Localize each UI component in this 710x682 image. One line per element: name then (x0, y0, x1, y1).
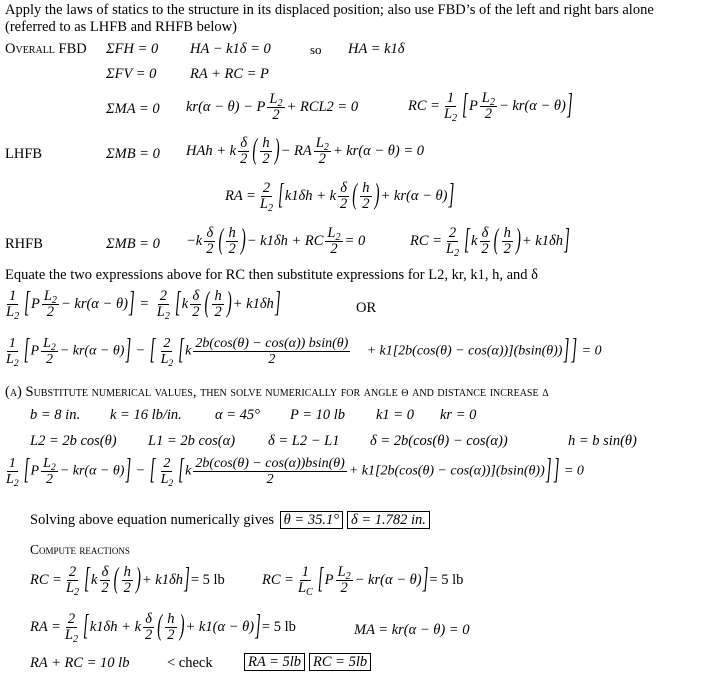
check-note: < check (167, 655, 213, 671)
equate-2-long-num: 2b(cos(θ) − cos(α)) bsin(θ) (195, 336, 349, 351)
rhfb-res-b: − k1δh + RC (246, 232, 324, 249)
ra-value: = 5 lb (261, 618, 296, 635)
rhfb-moment-expression: −k $\frac{\delta}{2}$ ( $\frac{h}{2}$ )− k1δh + RC $\frac{L_2}{2}$ = 0 (186, 224, 366, 257)
reactions-heading: Compute reactions (30, 542, 130, 557)
rc-final-box: RC = 5lb (309, 653, 371, 671)
rc1-tail: + k1δh (141, 571, 183, 588)
param-k1: k1 = 0 (376, 407, 414, 423)
equate-or: OR (356, 300, 377, 316)
ra-expression: RA = $\frac{2}{L_2}$ [k1δh + k $\frac{\delta}{2}$ ( $\frac{h}{2}$ )+ k1(α − θ)]= 5 lb (30, 610, 296, 645)
def-h: h = b sin(θ) (568, 433, 637, 449)
rhfb-rc-a: + k1δh (521, 232, 563, 249)
part-a-equation: $\frac{1}{L_2}$ [P $\frac{L_2}{2}$ − kr(α − θ)] − [ $\frac{2}{L_2}$ [k $\frac{2b(\cos(\theta) - \cos(\alpha))bsin(\theta)}{2}$ + k1[2b(cos(θ) − cos(α))](bsin(θ))] ] = 0 (6, 454, 584, 489)
rc2-expression: RC = $\frac{1}{L_C}$ [P $\frac{L_2}{2}$ − kr(α − θ)]= 5 lb (262, 563, 464, 598)
rhfb-res-c: = 0 (344, 232, 366, 249)
overall-res-ma-b: + RCL2 = 0 (286, 98, 359, 115)
solve-line (30, 512, 432, 529)
overall-so: so (310, 42, 322, 57)
rhfb-rc-lhs: RC = (410, 232, 442, 249)
part-a-zero: = 0 (563, 463, 584, 479)
sum-expression: RA + RC = 10 lb (30, 655, 130, 671)
def-l1: L1 = 2b cos(α) (148, 433, 236, 449)
ra-lhs: RA = (30, 618, 61, 635)
rc1-value: = 5 lb (190, 571, 225, 588)
param-kr: kr = 0 (440, 407, 477, 423)
equate-2-zero: = 0 (581, 343, 602, 359)
solve-text: Solving above equation numerically gives (30, 512, 275, 528)
lhfb-eq: ΣMB = 0 (106, 146, 160, 162)
overall-res-ma: kr(α − θ) − P $\frac{L_2}{2}$ + RCL2 = 0 (186, 91, 359, 123)
equate-1-rhs-tail: + k1δh (232, 295, 274, 312)
ra-final-box: RA = 5lb (244, 653, 305, 671)
overall-eq-fh: ΣFH = 0 (106, 41, 159, 57)
final-results (242, 654, 373, 671)
lhfb-ra-b: + kr(α − θ) (380, 187, 448, 204)
equate-2-long-tail: + k1[2b(cos(θ) − cos(α))](bsin(θ)) (366, 343, 563, 359)
lhfb-label: LHFB (5, 146, 43, 162)
overall-rc-lhs: RC = (408, 97, 440, 114)
ra-a: k1δh + k (89, 618, 142, 635)
equate-expression-2: $\frac{1}{L_2}$ [P $\frac{L_2}{2}$ − kr(α − θ)] − [ $\frac{2}{L_2}$ [k $\frac{2b(\cos(\theta) - \cos(\alpha)) bsin(\theta)}{2}$ + k1[2b(cos(θ) − cos(α))](bsin(θ))] ] = 0 (6, 334, 602, 369)
part-a-long-tail: + k1[2b(cos(θ) − cos(α))](bsin(θ)) (348, 463, 545, 479)
overall-res-ma-a: kr(α − θ) − P (186, 98, 266, 115)
overall-eq-fv: ΣFV = 0 (106, 66, 157, 82)
lhfb-ra-a: k1δh + k (284, 187, 337, 204)
part-a-heading: (a) Substitute numerical values, then solve numerically for angle θ and distance increase δ (5, 384, 549, 400)
ra-b: + k1(α − θ) (185, 618, 255, 635)
overall-res-ha: HA = k1δ (348, 41, 405, 57)
lhfb-res-b: − RA (280, 142, 312, 159)
equate-expression-1: $\frac{1}{L_2}$ [P $\frac{L_2}{2}$ − kr(α − θ)] = $\frac{2}{L_2}$ [k $\frac{\delta}{2}$ ( $\frac{h}{2}$ )+ k1δh] (6, 287, 281, 322)
def-delta-1: δ = L2 − L1 (268, 433, 340, 449)
overall-res-fv: RA + RC = P (190, 66, 269, 82)
rhfb-rc-expression: RC = $\frac{2}{L_2}$ [k $\frac{\delta}{2}$ ( $\frac{h}{2}$ )+ k1δh] (410, 224, 570, 259)
overall-res-fh: HA − k1δ = 0 (190, 41, 271, 57)
overall-fbd-label: Overall FBD (5, 41, 87, 57)
ma-expression: MA = kr(α − θ) = 0 (354, 622, 470, 638)
lhfb-res-a: HAh + k (186, 142, 237, 159)
def-l2: L2 = 2b cos(θ) (30, 433, 117, 449)
lhfb-ra-lhs: RA = (225, 187, 256, 204)
rc2-lhs: RC = (262, 571, 294, 588)
param-p: P = 10 lb (290, 407, 346, 423)
overall-rc-tail: − kr(α − θ) (498, 97, 566, 114)
lhfb-ra-expression: RA = $\frac{2}{L_2}$ [k1δh + k $\frac{\delta}{2}$ ( $\frac{h}{2}$ )+ kr(α − θ)] (225, 179, 455, 214)
part-a-eq-tail: − kr(α − θ) (59, 463, 125, 479)
param-k: k = 16 lb/in. (110, 407, 182, 423)
delta-result: δ = 1.782 in. (347, 511, 430, 529)
lhfb-moment-expression: HAh + k $\frac{\delta}{2}$ ( $\frac{h}{2}$ )− RA $\frac{L_2}{2}$ + kr(α − θ) = 0 (186, 134, 425, 167)
rc1-lhs: RC = (30, 571, 62, 588)
param-b: b = 8 in. (30, 407, 81, 423)
rc1-expression: RC = $\frac{2}{L_2}$ [k $\frac{\delta}{2}$ ( $\frac{h}{2}$ )+ k1δh]= 5 lb (30, 563, 225, 598)
def-delta-2: δ = 2b(cos(θ) − cos(α)) (370, 433, 508, 449)
equate-text: Equate the two expressions above for RC then substitute expressions for L2, kr, k1, h, and δ (5, 267, 538, 283)
overall-rc-expression: RC = $\frac{1}{L_2}$ [P $\frac{L_2}{2}$ − kr(α − θ)] (408, 89, 573, 124)
lhfb-res-c: + kr(α − θ) = 0 (332, 142, 425, 159)
rhfb-eq: ΣMB = 0 (106, 236, 160, 252)
theta-result: θ = 35.1° (280, 511, 343, 529)
part-a-long-num: 2b(cos(θ) − cos(α))bsin(θ) (195, 456, 345, 471)
rc2-tail: − kr(α − θ) (354, 571, 422, 588)
intro-line-1: Apply the laws of statics to the structure in its displaced position; also use FBD’s of the left and right bars alone (5, 2, 654, 18)
equate-1-tail: − kr(α − θ) (60, 295, 128, 312)
intro-line-2: (referred to as LHFB and RHFB below) (5, 19, 237, 35)
overall-eq-ma: ΣMA = 0 (106, 101, 160, 117)
rhfb-label: RHFB (5, 236, 43, 252)
rc2-value: = 5 lb (429, 571, 464, 588)
rhfb-res-a: −k (186, 232, 203, 249)
equate-2-tail: − kr(α − θ) (59, 343, 125, 359)
param-alpha: α = 45° (215, 407, 260, 423)
